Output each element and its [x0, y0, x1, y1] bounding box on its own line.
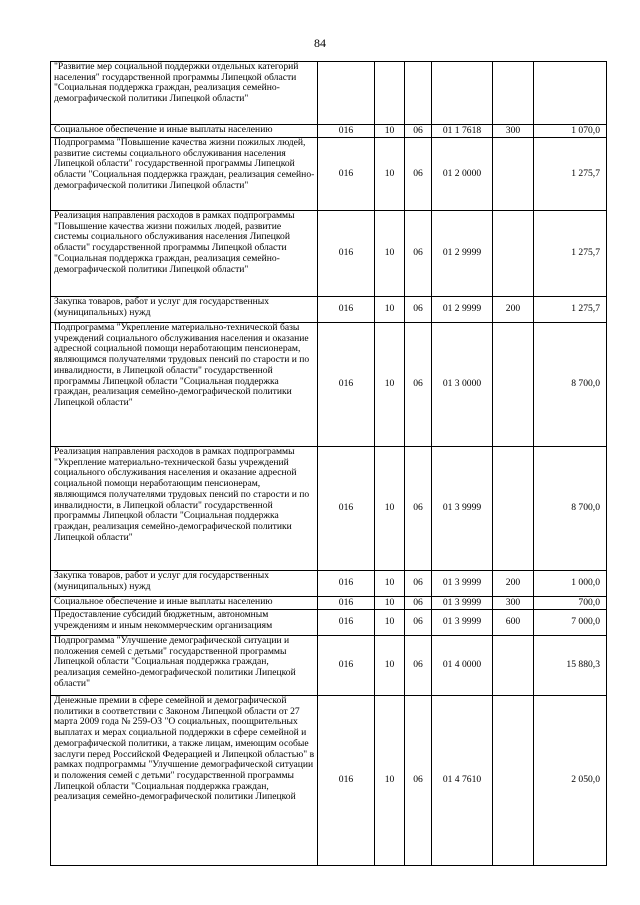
- cell-rz: 10: [375, 297, 405, 323]
- cell-rz: 10: [375, 125, 405, 138]
- cell-adm: 016: [318, 447, 375, 571]
- cell-cs: 01 3 0000: [432, 323, 493, 447]
- table-row: [51, 211, 607, 297]
- cell-pr: 06: [405, 636, 432, 696]
- cell-adm: 016: [318, 323, 375, 447]
- table-row: [51, 297, 607, 323]
- cell-sum: 1 275,7: [534, 297, 607, 323]
- cell-cs: 01 2 0000: [432, 138, 493, 211]
- cell-name: Подпрограмма "Укрепление материально-технической базы учреждений социального обслуживания населения и оказание адресной социальной помощи неработающим пенсионерам, являющимся получателями трудовых пенсий по старости и по инвалидности, в Липецкой области" государственной программы Липецкой области "Социальная поддержка граждан, реализация семейно-демографической политики Липецкой области": [51, 323, 318, 447]
- cell-rz: 10: [375, 447, 405, 571]
- cell-vr: 200: [493, 297, 534, 323]
- cell-sum: 700,0: [534, 597, 607, 610]
- cell-vr: [493, 138, 534, 211]
- cell-name: Подпрограмма "Повышение качества жизни пожилых людей, развитие системы социального обслуживания населения Липецкой области" государственной программы Липецкой области "Социальная поддержка граждан, реализация семейно-демографической политики Липецкой области": [51, 138, 318, 211]
- cell-adm: 016: [318, 297, 375, 323]
- cell-sum: [534, 62, 607, 125]
- table-row: [51, 571, 607, 597]
- cell-name: Закупка товаров, работ и услуг для государственных (муниципальных) нужд: [51, 571, 318, 597]
- cell-vr: 300: [493, 125, 534, 138]
- cell-sum: 2 050,0: [534, 696, 607, 866]
- cell-vr: [493, 636, 534, 696]
- cell-cs: 01 3 9999: [432, 447, 493, 571]
- cell-pr: 06: [405, 138, 432, 211]
- cell-cs: 01 4 0000: [432, 636, 493, 696]
- table-row: [51, 636, 607, 696]
- cell-vr: 200: [493, 571, 534, 597]
- cell-rz: 10: [375, 211, 405, 297]
- cell-vr: 600: [493, 610, 534, 636]
- cell-pr: 06: [405, 696, 432, 866]
- cell-name: Подпрограмма "Улучшение демографической ситуации и положения семей с детьми" государственной программы Липецкой области "Социальная поддержка граждан, реализация семейно-демографической политики Липецкой области": [51, 636, 318, 696]
- cell-name: Социальное обеспечение и иные выплаты населению: [51, 597, 318, 610]
- cell-sum: 8 700,0: [534, 323, 607, 447]
- cell-pr: 06: [405, 297, 432, 323]
- cell-rz: 10: [375, 636, 405, 696]
- table-row: [51, 138, 607, 211]
- cell-cs: 01 3 9999: [432, 610, 493, 636]
- cell-pr: 06: [405, 211, 432, 297]
- cell-sum: 1 070,0: [534, 125, 607, 138]
- cell-adm: [318, 62, 375, 125]
- cell-cs: 01 4 7610: [432, 696, 493, 866]
- cell-cs: 01 1 7618: [432, 125, 493, 138]
- cell-cs: 01 3 9999: [432, 571, 493, 597]
- cell-name: Реализация направления расходов в рамках подпрограммы "Укрепление материально-технической базы учреждений социального обслуживания населения и оказание адресной социальной помощи неработающим пенсионерам, являющимся получателями трудовых пенсий по старости и по инвалидности, в Липецкой области" государственной программы Липецкой области "Социальная поддержка граждан, реализация семейно-демографической политики Липецкой области": [51, 447, 318, 571]
- cell-rz: 10: [375, 610, 405, 636]
- cell-cs: 01 2 9999: [432, 297, 493, 323]
- table-row: [51, 125, 607, 138]
- cell-cs: 01 3 9999: [432, 597, 493, 610]
- cell-pr: 06: [405, 447, 432, 571]
- cell-vr: [493, 211, 534, 297]
- cell-rz: 10: [375, 323, 405, 447]
- budget-table-body: [51, 62, 607, 866]
- budget-table: [50, 61, 607, 866]
- cell-rz: 10: [375, 597, 405, 610]
- cell-adm: 016: [318, 610, 375, 636]
- table-row: [51, 323, 607, 447]
- cell-name: Закупка товаров, работ и услуг для государственных (муниципальных) нужд: [51, 297, 318, 323]
- cell-vr: [493, 696, 534, 866]
- page-number: 84: [314, 36, 326, 50]
- cell-sum: 1 275,7: [534, 211, 607, 297]
- cell-pr: 06: [405, 323, 432, 447]
- cell-pr: 06: [405, 597, 432, 610]
- cell-name: Денежные премии в сфере семейной и демографической политики в соответствии с Законом Липецкой области от 27 марта 2009 года № 259-ОЗ "О социальных, поощрительных выплатах и мерах социальной поддержки в сфере семейной и демографической политики, а также лицам, имеющим особые заслуги перед Российской Федерацией и Липецкой областью" в рамках подпрограммы "Улучшение демографической ситуации и положения семей с детьми" государственной программы Липецкой области "Социальная поддержка граждан, реализация семейно-демографической политики Липецкой: [51, 696, 318, 866]
- cell-cs: 01 2 9999: [432, 211, 493, 297]
- cell-vr: [493, 323, 534, 447]
- table-row: [51, 62, 607, 125]
- cell-adm: 016: [318, 138, 375, 211]
- cell-name: Реализация направления расходов в рамках подпрограммы "Повышение качества жизни пожилых людей, развитие системы социального обслуживания населения Липецкой области" государственной программы Липецкой области "Социальная поддержка граждан, реализация семейно-демографической политики Липецкой области": [51, 211, 318, 297]
- cell-name: Социальное обеспечение и иные выплаты населению: [51, 125, 318, 138]
- cell-sum: 8 700,0: [534, 447, 607, 571]
- cell-adm: 016: [318, 125, 375, 138]
- cell-name: "Развитие мер социальной поддержки отдельных категорий населения" государственной программы Липецкой области "Социальная поддержка граждан, реализация семейно-демографической политики Липецкой области": [51, 62, 318, 125]
- cell-pr: [405, 62, 432, 125]
- cell-name: Предоставление субсидий бюджетным, автономным учреждениям и иным некоммерческим организациям: [51, 610, 318, 636]
- cell-pr: 06: [405, 571, 432, 597]
- cell-pr: 06: [405, 610, 432, 636]
- cell-adm: 016: [318, 571, 375, 597]
- table-row: [51, 447, 607, 571]
- table-row: [51, 696, 607, 866]
- cell-adm: 016: [318, 211, 375, 297]
- cell-pr: 06: [405, 125, 432, 138]
- table-row: [51, 597, 607, 610]
- cell-rz: 10: [375, 138, 405, 211]
- cell-rz: [375, 62, 405, 125]
- cell-rz: 10: [375, 571, 405, 597]
- cell-rz: 10: [375, 696, 405, 866]
- table-row: [51, 610, 607, 636]
- cell-vr: [493, 62, 534, 125]
- cell-sum: 15 880,3: [534, 636, 607, 696]
- cell-sum: 1 000,0: [534, 571, 607, 597]
- cell-vr: 300: [493, 597, 534, 610]
- cell-sum: 1 275,7: [534, 138, 607, 211]
- cell-adm: 016: [318, 636, 375, 696]
- cell-adm: 016: [318, 597, 375, 610]
- cell-cs: [432, 62, 493, 125]
- cell-sum: 7 000,0: [534, 610, 607, 636]
- cell-adm: 016: [318, 696, 375, 866]
- cell-vr: [493, 447, 534, 571]
